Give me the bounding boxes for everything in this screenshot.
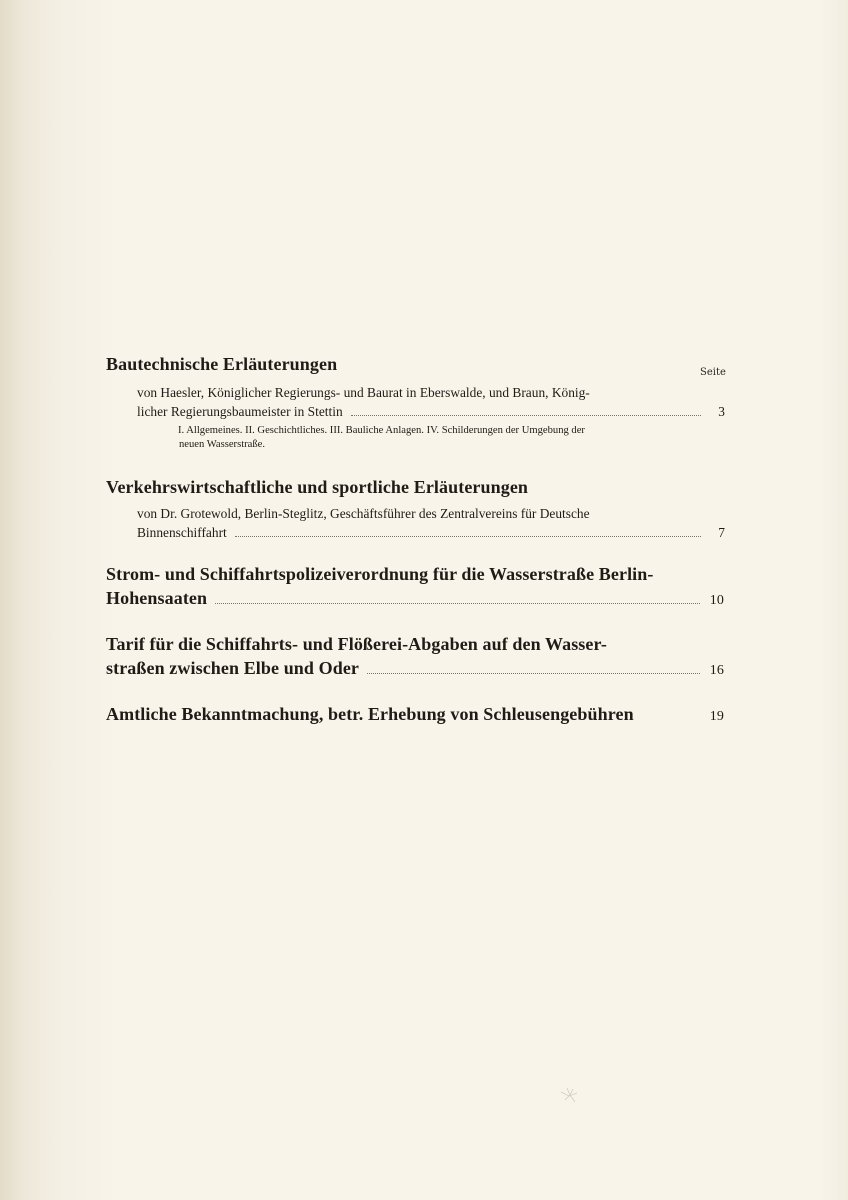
contents-line-1: I. Allgemeines. II. Geschichtliches. III. Bauliche Anlagen. IV. Schilderungen der Umgebung der xyxy=(178,425,585,436)
table-of-contents xyxy=(106,352,726,729)
title-line-2-text: straßen zwischen Elbe und Oder xyxy=(106,658,360,678)
entry-title xyxy=(106,562,726,613)
entry-contents xyxy=(178,424,726,452)
dot-leader xyxy=(235,535,701,537)
dot-leader xyxy=(351,414,701,416)
author-line-2 xyxy=(137,523,725,542)
page-number: 16 xyxy=(709,663,724,678)
title-line-2 xyxy=(106,656,724,683)
title-line-2 xyxy=(106,586,724,613)
contents-line-2: neuen Wasserstraße. xyxy=(179,439,266,450)
page-number: 10 xyxy=(709,593,724,608)
entry-author xyxy=(137,504,726,542)
entry-title: Bautechnische Erläuterungen xyxy=(106,354,338,374)
entry-author xyxy=(137,383,726,421)
toc-entry-bautechnische xyxy=(106,352,726,452)
page-column-header: Seite xyxy=(700,367,726,378)
dot-leader xyxy=(215,602,700,604)
author-line-1: von Dr. Grotewold, Berlin-Steglitz, Geschäftsführer des Zentralvereins für Deutsche xyxy=(137,506,590,521)
dot-leader xyxy=(367,672,700,674)
page-number: 19 xyxy=(709,709,724,724)
page-number: 3 xyxy=(718,404,725,419)
toc-entry-amtliche xyxy=(106,702,726,729)
author-line-2 xyxy=(137,402,725,421)
author-line-2-text: Binnenschiffahrt xyxy=(137,525,227,540)
entry-title xyxy=(106,702,726,729)
page-number: 7 xyxy=(718,525,725,540)
toc-entry-verkehrswirtschaftliche xyxy=(106,475,726,542)
paper-blemish-mark xyxy=(555,1080,585,1110)
toc-entry-strom xyxy=(106,562,726,613)
title-text: Amtliche Bekanntmachung, betr. Erhebung von Schleusengebühren xyxy=(106,704,634,724)
author-line-2-text: licher Regierungsbaumeister in Stettin xyxy=(137,404,343,419)
title-line-1: Strom- und Schiffahrtspolizeiverordnung für die Wasserstraße Berlin- xyxy=(106,564,654,584)
entry-title: Verkehrswirtschaftliche und sportliche Erläuterungen xyxy=(106,477,529,497)
title-line-2-text: Hohensaaten xyxy=(106,588,208,608)
title-line-1: Tarif für die Schiffahrts- und Flößerei-Abgaben auf den Wasser- xyxy=(106,634,608,654)
title-line xyxy=(106,702,724,729)
toc-entry-tarif xyxy=(106,632,726,683)
author-line-1: von Haesler, Königlicher Regierungs- und Baurat in Eberswalde, und Braun, König- xyxy=(137,385,590,400)
entry-title xyxy=(106,632,726,683)
